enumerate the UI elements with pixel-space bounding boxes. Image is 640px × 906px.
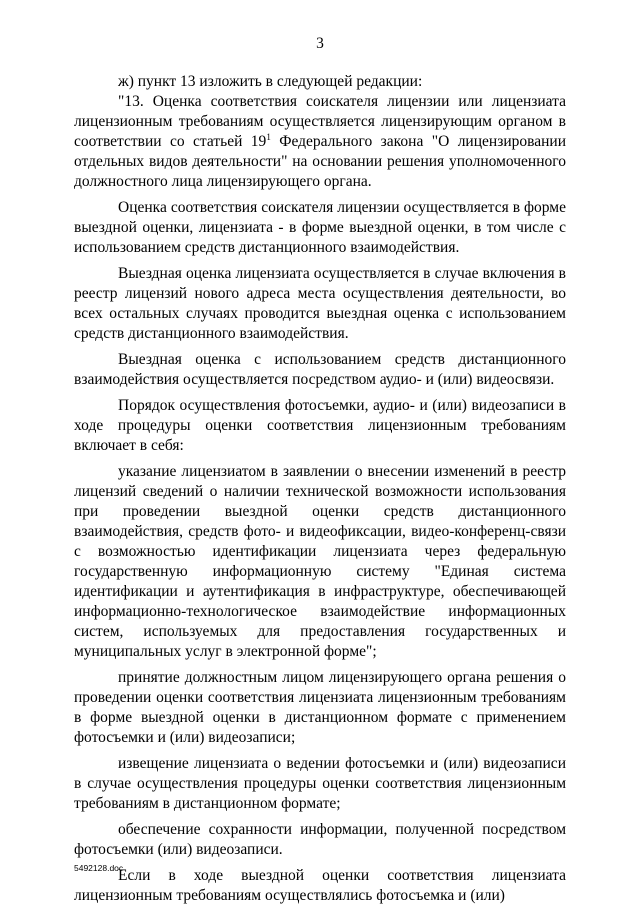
paragraph-licensee-statement: указание лицензиатом в заявлении о внесении изменений в реестр лицензий сведений о наличии технической возможности использования при проведении выездной оценки средств дистанционного взаимодействия, средств фото- и видеофиксации, видео-конференц-связи с возможностью идентификации лицензиата через федеральную государственную информационную систему "Единая система идентификации и аутентификация в инфраструктуре, обеспечивающей информационно-технологическое взаимодействие информационных систем, используемых для предоставления государственных и муниципальных услуг в электронной форме"; <box>74 463 566 660</box>
paragraph-information-safety: обеспечение сохранности информации, полученной посредством фотосъемки (или) видеозаписи. <box>74 821 566 858</box>
paragraph-procedure: Порядок осуществления фотосъемки, аудио- и (или) видеозаписи в ходе процедуры оценки соответствия лицензионным требованиям включает в себя: <box>74 397 566 454</box>
paragraph-assessment-form: Оценка соответствия соискателя лицензии осуществляется в форме выездной оценки, лицензиата - в форме выездной оценки, в том числе с использованием средств дистанционного взаимодействия. <box>74 199 566 256</box>
page-number: 3 <box>316 35 324 52</box>
paragraph-if-recorded: Если в ходе выездной оценки соответствия лицензиата лицензионным требованиям осуществлялись фотосъемка и (или) <box>74 867 566 904</box>
paragraph-notification: извещение лицензиата о ведении фотосъемки и (или) видеозаписи в случае осуществления процедуры оценки соответствия лицензионным требованиям в дистанционном формате; <box>74 755 566 812</box>
document-body <box>74 72 566 906</box>
paragraph-item-13-text: "13. Оценка соответствия соискателя лицензии или лицензиата лицензионным требованиям осуществляется лицензирующим органом в соответствии со статьей 19 <box>74 93 566 150</box>
paragraph-amendment-intro: ж) пункт 13 изложить в следующей редакции: <box>118 73 423 90</box>
paragraph-remote-assessment: Выездная оценка с использованием средств дистанционного взаимодействия осуществляется посредством аудио- и (или) видеосвязи. <box>74 351 566 388</box>
paragraph-item-13-text-cont: Федерального закона "О лицензировании отдельных видов деятельности" на основании решения уполномоченного должностного лица лицензирующего органа. <box>74 133 566 190</box>
superscript-article-index: 1 <box>266 131 271 142</box>
document-file-name: 5492128.doc <box>74 863 124 873</box>
paragraph-official-decision: принятие должностным лицом лицензирующего органа решения о проведении оценки соответствия лицензиата лицензионным требованиям в форме выездной оценки в дистанционном формате с применением фотосъемки и (или) видеозаписи; <box>74 669 566 746</box>
paragraph-item-13 <box>74 92 566 192</box>
paragraph-onsite-assessment: Выездная оценка лицензиата осуществляется в случае включения в реестр лицензий нового адреса места осуществления деятельности, во всех остальных случаях проводится выездная оценка с использованием средств дистанционного взаимодействия. <box>74 265 566 342</box>
